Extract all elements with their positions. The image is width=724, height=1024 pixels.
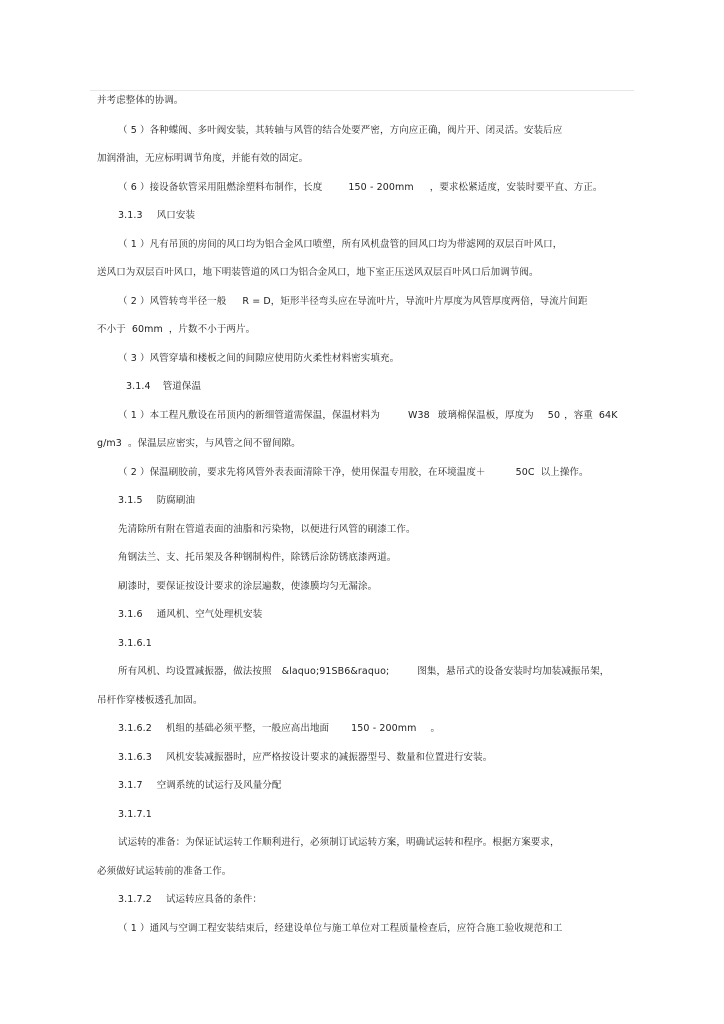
text-line: （ 5 ）各种蝶阀、多叶阀安装，其转轴与风管的结合处要严密，方向应正确，阀片开、闭灵活。安装后应 <box>118 125 563 136</box>
text-line: 必须做好试运转前的准备工作。 <box>97 866 232 877</box>
text-line: g/m3 。保温层应密实，与风管之间不留间隙。 <box>97 438 301 449</box>
text-line: 加润滑油，无应标明调节角度，并能有效的固定。 <box>97 153 309 164</box>
text-line: 先清除所有附在管道表面的油脂和污染物，以便进行风管的刷漆工作。 <box>118 524 416 535</box>
text-line: （ 6 ）接设备软管采用阻燃涂塑料布制作，长度 150 - 200mm ，要求松紧适度，安装时要平直、方正。 <box>118 182 603 193</box>
text-line: 3.1.6.3 风机安装减振器时，应严格按设计要求的减振器型号、数量和位置进行安装。 <box>118 752 493 763</box>
text-line: 3.1.6.2 机组的基础必须平整，一般应高出地面 150 - 200mm 。 <box>118 723 441 734</box>
text-line: （ 1 ）凡有吊顶的房间的风口均为铝合金风口喷塑，所有风机盘管的回风口均为带滤网的双层百叶风口， <box>118 239 563 250</box>
section-heading: 3.1.5 防腐刷油 <box>118 495 196 506</box>
text-line: 试运转的准备：为保证试运转工作顺利进行，必须制订试运转方案，明确试运转和程序。根据方案要求， <box>118 837 560 848</box>
section-heading: 3.1.6 通风机、空气处理机安装 <box>118 609 263 620</box>
text-line: 送风口为双层百叶风口，地下明装管道的风口为铝合金风口，地下室正压送风双层百叶风口后加调节阀。 <box>97 267 539 278</box>
text-line: （ 3 ）风管穿墙和楼板之间的间隙应使用防火柔性材料密实填充。 <box>118 353 400 364</box>
section-heading: 3.1.3 风口安装 <box>118 210 196 221</box>
text-line: （ 2 ）风管转弯半径一般 R = D，矩形半径弯头应在导流叶片，导流叶片厚度为风管厚度两倍，导流片间距 <box>118 296 588 307</box>
text-line: （ 1 ）本工程凡敷设在吊顶内的新细管道需保温，保温材料为 W38 玻璃棉保温板，厚度为 50 ，容重 64K <box>118 410 618 421</box>
text-line: 所有风机、均设置减振器，做法按照 &laquo;91SB6&raquo; 图集，悬吊式的设备安装时均加装减振吊架， <box>118 666 610 677</box>
section-heading: 3.1.7.1 <box>118 809 152 820</box>
text-line: （ 2 ）保温刷胶前，要求先将风管外表表面清除干净，使用保温专用胶，在环境温度＋ 50C 以上操作。 <box>118 467 589 478</box>
text-line: 吊杆作穿楼板透孔加固。 <box>97 695 203 706</box>
text-line: （ 1 ）通风与空调工程安装结束后，经建设单位与施工单位对工程质量检查后，应符合施工验收规范和工 <box>118 923 563 934</box>
text-line: 不小于 60mm ，片数不小于两片。 <box>97 324 256 335</box>
text-line: 3.1.7.2 试运转应具备的条件： <box>118 894 262 905</box>
text-line: 刷漆时，要保证按设计要求的涂层遍数，使漆膜均匀无漏涂。 <box>118 581 378 592</box>
section-heading: 3.1.4 管道保温 <box>126 381 202 392</box>
section-heading: 3.1.7 空调系统的试运行及风量分配 <box>118 780 282 791</box>
top-rule <box>90 90 634 91</box>
text-line: 角钢法兰、支、托吊架及各种钢制构件，除锈后涂防锈底漆两道。 <box>118 552 397 563</box>
text-line: 并考虑整体的协调。 <box>97 95 184 106</box>
section-heading: 3.1.6.1 <box>118 638 152 649</box>
